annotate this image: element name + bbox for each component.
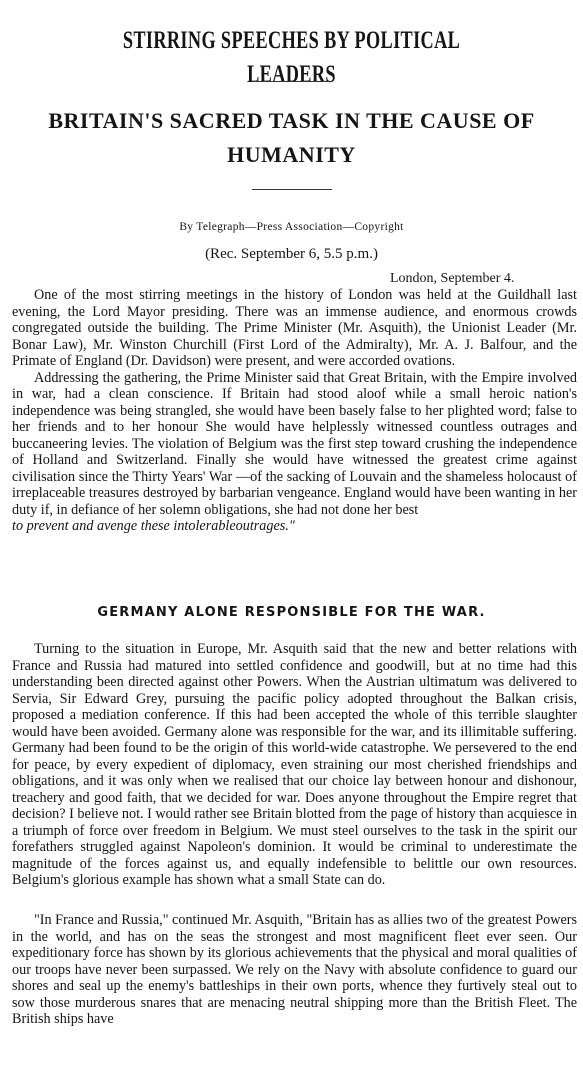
paragraph: Turning to the situation in Europe, Mr. Asquith said that the new and better relations with France and Russia had matured into settled confidence and goodwill, but at no time had this understanding been directed against other Powers. When the Austrian ultimatum was delivered to Servia, Sir Edward Grey, pursuing the pacific policy adopted throughout the Balkan crisis, proposed a mediation conference. If this had been accepted the whole of this terrible slaughter would have been avoided. Germany alone was responsible for the war, and its illimitable suffering. Germany had been found to be the origin of this world-wide catastrophe. We persevered to the end for peace, by every expedient of diplomacy, even straining our most cherished friendships and obligations, and it was only when we realised that our choice lay between honour and dishonour, treachery and good faith, that we decided for war. Does anyone throughout the Empire regret that decision? I believe not. I would rather see Britain blotted from the page of history than acquiesce in a triumph of force over freedom in Belgium. We must steel ourselves to the task in the spirit our forefathers struggled against Napoleon's dominion. It would be criminal to underestimate the magnitude of the forces against us, and equally indefensible to belittle our own resources. Belgium's glorious example has shown what a small State can do. bbox=[12, 641, 577, 888]
paragraph: One of the most stirring meetings in the history of London was held at the Guildhall last evening, the Lord Mayor presiding. There was an immense audience, and enormous crowds congregated outside the building. The Prime Minister (Mr. Asquith), the Unionist Leader (Mr. Bonar Law), Mr. Winston Churchill (First Lord of the Admiralty), Mr. A. J. Balfour, and the Primate of England (Dr. Davidson) were present, and were accorded ovations. bbox=[12, 287, 577, 369]
paragraph: Addressing the gathering, the Prime Minister said that Great Britain, with the Empire involved in war, had a clean conscience. If Britain had stood aloof while a small heroic nation's independence was being strangled, she would have been basely false to her plighted word; false to her friends and to her honour She would have helplessly witnessed countless outrages and buccaneering levies. The violation of Belgium was the first step toward crushing the independence of Holland and Switzerland. Finally she would have witnessed the greatest crime against civilisation since the Thirty Years' War —of the sacking of Louvain and the shameless holocaust of irreplaceable treasures destroyed by barbarian vengeance. England would have been wanting in her duty if, in defiance of her solemn obligations, she had not done her best bbox=[12, 369, 577, 518]
article-intro bbox=[12, 287, 577, 535]
subheadline-rule bbox=[252, 189, 332, 190]
article-section-continued bbox=[12, 912, 577, 1028]
paragraph: "In France and Russia," continued Mr. Asquith, "Britain has as allies two of the greatest Powers in the world, and has on the seas the strongest and most magnificent fleet ever seen. Our expeditionary force has shown by its glorious achievements that the physical and moral qualities of our troops have never been surpassed. We rely on the Navy with absolute confidence to guard our shores and seal up the enemy's battleships in their own ports, whence they furtively steal out to sow those murderous snares that are menacing neutral shipping more than the British Fleet. The British ships have bbox=[12, 912, 578, 1027]
headline-rule bbox=[252, 81, 332, 82]
headline: STIRRING SPEECHES BY POLITICAL LEADERS bbox=[122, 27, 461, 88]
subheadline: BRITAIN'S SACRED TASK IN THE CAUSE OF HUMANITY bbox=[48, 108, 535, 167]
dateline: London, September 4. bbox=[390, 271, 515, 286]
paragraph-closing-line: to prevent and avenge these intolerableoutrages." bbox=[12, 518, 295, 534]
article-section bbox=[12, 641, 577, 889]
received-note: (Rec. September 6, 5.5 p.m.) bbox=[205, 246, 378, 262]
section-heading: GERMANY ALONE RESPONSIBLE FOR THE WAR. bbox=[97, 605, 486, 620]
byline: By Telegraph—Press Association—Copyright bbox=[179, 221, 404, 233]
